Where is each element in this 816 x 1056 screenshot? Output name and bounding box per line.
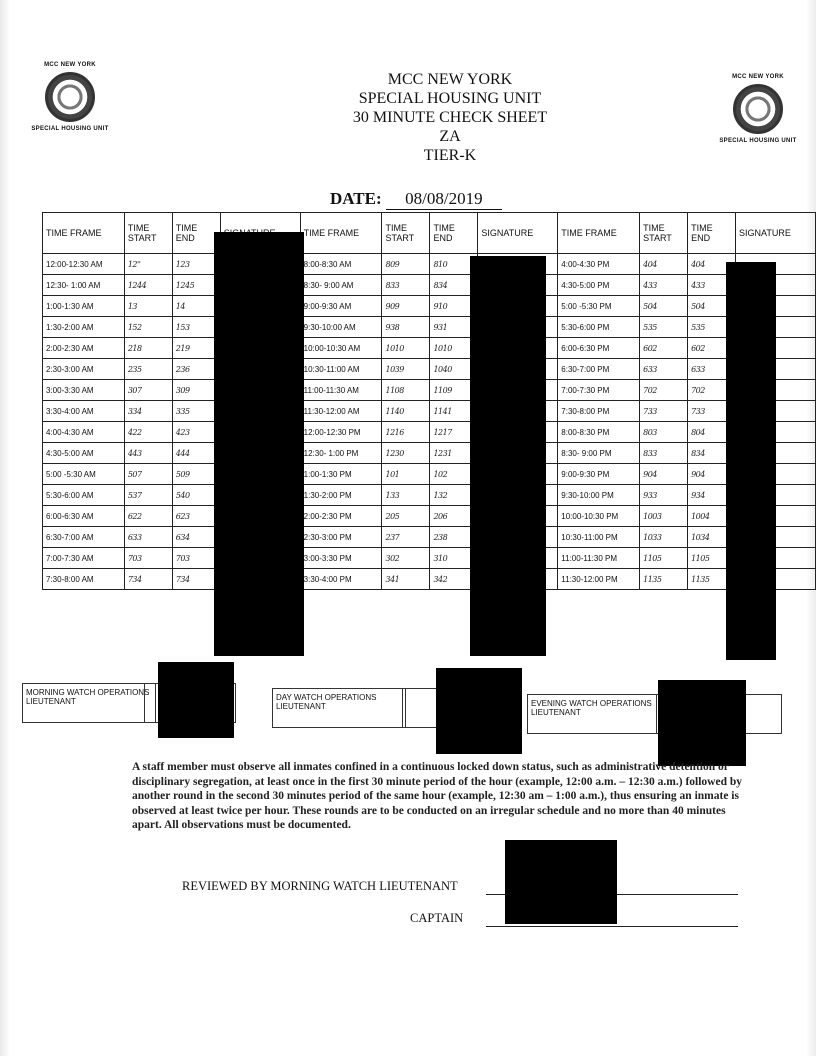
- morning-watch-label: MORNING WATCH OPERATIONS LIEUTENANT: [22, 683, 156, 723]
- redaction-block: [505, 840, 617, 924]
- time-start-cell: 938: [382, 317, 430, 338]
- table-row: [43, 338, 816, 359]
- time-frame-cell: 12:00-12:30 AM: [43, 254, 125, 275]
- time-end-cell: 602: [688, 338, 736, 359]
- time-end-cell: 931: [430, 317, 478, 338]
- time-start-cell: 733: [640, 401, 688, 422]
- time-end-cell: 1135: [688, 569, 736, 590]
- captain-signature-line: [486, 926, 738, 927]
- time-end-cell: 335: [172, 401, 220, 422]
- time-end-cell: 834: [688, 443, 736, 464]
- redaction-block: [726, 262, 776, 660]
- time-frame-cell: 9:30-10:00 PM: [558, 485, 640, 506]
- col-time-start: TIME START: [124, 213, 172, 254]
- time-start-cell: 1135: [640, 569, 688, 590]
- time-frame-cell: 10:00-10:30 PM: [558, 506, 640, 527]
- time-frame-cell: 12:30- 1:00 PM: [300, 443, 382, 464]
- time-end-cell: 804: [688, 422, 736, 443]
- time-end-cell: 934: [688, 485, 736, 506]
- time-start-cell: 1033: [640, 527, 688, 548]
- time-start-cell: 1140: [382, 401, 430, 422]
- col-time-end: TIME END: [430, 213, 478, 254]
- time-start-cell: 12'': [124, 254, 172, 275]
- table-row: [43, 317, 816, 338]
- col-time-end: TIME END: [172, 213, 220, 254]
- time-frame-cell: 7:00-7:30 PM: [558, 380, 640, 401]
- redaction-block: [214, 232, 304, 656]
- col-time-frame: TIME FRAME: [300, 213, 382, 254]
- time-end-cell: 734: [172, 569, 220, 590]
- time-frame-cell: 10:00-10:30 AM: [300, 338, 382, 359]
- time-frame-cell: 11:30-12:00 AM: [300, 401, 382, 422]
- time-frame-cell: 4:30-5:00 PM: [558, 275, 640, 296]
- time-frame-cell: 1:30-2:00 PM: [300, 485, 382, 506]
- time-end-cell: 1040: [430, 359, 478, 380]
- time-start-cell: 1010: [382, 338, 430, 359]
- time-end-cell: 309: [172, 380, 220, 401]
- time-frame-cell: 6:30-7:00 AM: [43, 527, 125, 548]
- time-start-cell: 803: [640, 422, 688, 443]
- time-frame-cell: 3:00-3:30 PM: [300, 548, 382, 569]
- time-frame-cell: 3:30-4:00 AM: [43, 401, 125, 422]
- time-frame-cell: 1:30-2:00 AM: [43, 317, 125, 338]
- time-end-cell: 123: [172, 254, 220, 275]
- time-start-cell: 218: [124, 338, 172, 359]
- time-frame-cell: 7:00-7:30 AM: [43, 548, 125, 569]
- time-end-cell: 1109: [430, 380, 478, 401]
- time-frame-cell: 8:30- 9:00 PM: [558, 443, 640, 464]
- time-end-cell: 633: [688, 359, 736, 380]
- logo-left-bottom-text: SPECIAL HOUSING UNIT: [31, 126, 109, 132]
- time-end-cell: 1105: [688, 548, 736, 569]
- time-end-cell: 310: [430, 548, 478, 569]
- table-row: [43, 506, 816, 527]
- time-start-cell: 205: [382, 506, 430, 527]
- time-start-cell: 734: [124, 569, 172, 590]
- time-end-cell: 219: [172, 338, 220, 359]
- logo-left: [25, 62, 115, 132]
- time-end-cell: 238: [430, 527, 478, 548]
- logo-right-bottom-text: SPECIAL HOUSING UNIT: [719, 138, 797, 144]
- time-end-cell: 733: [688, 401, 736, 422]
- time-end-cell: 810: [430, 254, 478, 275]
- col-time-start: TIME START: [382, 213, 430, 254]
- redaction-block: [470, 256, 546, 656]
- time-start-cell: 622: [124, 506, 172, 527]
- time-end-cell: 703: [172, 548, 220, 569]
- time-frame-cell: 9:30-10:00 AM: [300, 317, 382, 338]
- time-end-cell: 535: [688, 317, 736, 338]
- time-start-cell: 334: [124, 401, 172, 422]
- header-line4: ZA: [439, 128, 461, 145]
- table-row: [43, 443, 816, 464]
- time-end-cell: 540: [172, 485, 220, 506]
- time-end-cell: 623: [172, 506, 220, 527]
- time-start-cell: 1244: [124, 275, 172, 296]
- table-row: [43, 548, 816, 569]
- col-time-start: TIME START: [640, 213, 688, 254]
- time-end-cell: 634: [172, 527, 220, 548]
- table-row: [43, 401, 816, 422]
- time-end-cell: 1231: [430, 443, 478, 464]
- time-frame-cell: 11:00-11:30 AM: [300, 380, 382, 401]
- header-line3: 30 MINUTE CHECK SHEET: [352, 109, 548, 126]
- time-end-cell: 404: [688, 254, 736, 275]
- time-frame-cell: 2:30-3:00 PM: [300, 527, 382, 548]
- time-start-cell: 1003: [640, 506, 688, 527]
- time-frame-cell: 3:30-4:00 PM: [300, 569, 382, 590]
- time-frame-cell: 9:00-9:30 AM: [300, 296, 382, 317]
- table-row: [43, 527, 816, 548]
- time-end-cell: 132: [430, 485, 478, 506]
- logo-left-top-text: MCC NEW YORK: [44, 62, 96, 68]
- time-end-cell: 14: [172, 296, 220, 317]
- time-end-cell: 1141: [430, 401, 478, 422]
- time-start-cell: 833: [382, 275, 430, 296]
- time-frame-cell: 6:00-6:30 AM: [43, 506, 125, 527]
- time-end-cell: 509: [172, 464, 220, 485]
- time-frame-cell: 2:00-2:30 PM: [300, 506, 382, 527]
- table-row: [43, 296, 816, 317]
- header-line2: SPECIAL HOUSING UNIT: [358, 90, 542, 107]
- col-signature: SIGNATURE: [736, 213, 816, 254]
- time-frame-cell: 7:30-8:00 PM: [558, 401, 640, 422]
- seal-icon: [45, 72, 95, 122]
- time-frame-cell: 6:30-7:00 PM: [558, 359, 640, 380]
- redaction-block: [658, 680, 746, 766]
- date-field: [330, 189, 502, 210]
- time-frame-cell: 5:00 -5:30 PM: [558, 296, 640, 317]
- time-frame-cell: 4:00-4:30 AM: [43, 422, 125, 443]
- time-start-cell: 307: [124, 380, 172, 401]
- time-end-cell: 504: [688, 296, 736, 317]
- time-start-cell: 909: [382, 296, 430, 317]
- time-frame-cell: 6:00-6:30 PM: [558, 338, 640, 359]
- table-row: [43, 464, 816, 485]
- time-frame-cell: 2:00-2:30 AM: [43, 338, 125, 359]
- col-signature: SIGNATURE: [478, 213, 558, 254]
- table-row: [43, 485, 816, 506]
- time-start-cell: 504: [640, 296, 688, 317]
- time-end-cell: 1034: [688, 527, 736, 548]
- time-start-cell: 101: [382, 464, 430, 485]
- col-time-frame: TIME FRAME: [558, 213, 640, 254]
- time-start-cell: 633: [640, 359, 688, 380]
- time-end-cell: 910: [430, 296, 478, 317]
- time-start-cell: 1230: [382, 443, 430, 464]
- logo-right: [713, 74, 803, 144]
- time-frame-cell: 7:30-8:00 AM: [43, 569, 125, 590]
- reviewed-label: REVIEWED BY MORNING WATCH LIEUTENANT: [182, 879, 458, 893]
- time-frame-cell: 4:00-4:30 PM: [558, 254, 640, 275]
- time-start-cell: 133: [382, 485, 430, 506]
- time-end-cell: 1010: [430, 338, 478, 359]
- table-row: [43, 380, 816, 401]
- day-watch-label: DAY WATCH OPERATIONS LIEUTENANT: [272, 688, 406, 728]
- time-frame-cell: 9:00-9:30 PM: [558, 464, 640, 485]
- time-start-cell: 535: [640, 317, 688, 338]
- time-frame-cell: 11:30-12:00 PM: [558, 569, 640, 590]
- time-frame-cell: 5:30-6:00 AM: [43, 485, 125, 506]
- time-start-cell: 1108: [382, 380, 430, 401]
- captain-label: CAPTAIN: [410, 911, 464, 925]
- header-line5: TIER-K: [423, 147, 477, 164]
- redaction-block: [436, 668, 522, 754]
- header-line1: MCC NEW YORK: [387, 71, 513, 88]
- time-start-cell: 809: [382, 254, 430, 275]
- time-start-cell: 1216: [382, 422, 430, 443]
- time-end-cell: 153: [172, 317, 220, 338]
- time-frame-cell: 12:00-12:30 PM: [300, 422, 382, 443]
- date-value: 08/08/2019: [386, 189, 502, 210]
- document-header: [300, 70, 600, 165]
- time-frame-cell: 1:00-1:30 PM: [300, 464, 382, 485]
- time-start-cell: 237: [382, 527, 430, 548]
- time-start-cell: 152: [124, 317, 172, 338]
- time-start-cell: 507: [124, 464, 172, 485]
- time-end-cell: 236: [172, 359, 220, 380]
- time-end-cell: 342: [430, 569, 478, 590]
- time-start-cell: 341: [382, 569, 430, 590]
- time-start-cell: 633: [124, 527, 172, 548]
- redaction-block: [158, 662, 234, 738]
- time-frame-cell: 10:30-11:00 PM: [558, 527, 640, 548]
- time-start-cell: 933: [640, 485, 688, 506]
- time-start-cell: 702: [640, 380, 688, 401]
- check-sheet-table: [42, 212, 816, 590]
- time-start-cell: 302: [382, 548, 430, 569]
- instructions-paragraph: A staff member must observe all inmates confined in a continuous locked down status, such as administrative detention or disciplinary segregation, at least once in the first 30 minute period of the hour (example, 12:00 a.m. – 12:30 a.m.) followed by another round in the second 30 minutes period of the same hour (example, 12:30 am – 1:00 a.m.), thus ensuring an inmate is observed at least twice per hour. These rounds are to be conducted on an irregular schedule and no more than 40 minutes apart. All observations must be documented.: [132, 761, 742, 831]
- time-frame-cell: 1:00-1:30 AM: [43, 296, 125, 317]
- time-start-cell: 703: [124, 548, 172, 569]
- time-start-cell: 537: [124, 485, 172, 506]
- time-frame-cell: 8:00-8:30 AM: [300, 254, 382, 275]
- time-frame-cell: 2:30-3:00 AM: [43, 359, 125, 380]
- time-frame-cell: 3:00-3:30 AM: [43, 380, 125, 401]
- time-end-cell: 904: [688, 464, 736, 485]
- time-end-cell: 423: [172, 422, 220, 443]
- time-frame-cell: 5:00 -5:30 AM: [43, 464, 125, 485]
- time-frame-cell: 5:30-6:00 PM: [558, 317, 640, 338]
- table-row: [43, 275, 816, 296]
- time-end-cell: 433: [688, 275, 736, 296]
- table-row: [43, 422, 816, 443]
- table-row: [43, 569, 816, 590]
- col-time-end: TIME END: [688, 213, 736, 254]
- time-start-cell: 433: [640, 275, 688, 296]
- date-label: DATE:: [330, 189, 382, 208]
- time-start-cell: 833: [640, 443, 688, 464]
- time-start-cell: 904: [640, 464, 688, 485]
- time-start-cell: 404: [640, 254, 688, 275]
- time-start-cell: 1039: [382, 359, 430, 380]
- time-start-cell: 13: [124, 296, 172, 317]
- table-header-row: [43, 213, 816, 254]
- time-frame-cell: 10:30-11:00 AM: [300, 359, 382, 380]
- time-frame-cell: 12:30- 1:00 AM: [43, 275, 125, 296]
- time-frame-cell: 8:00-8:30 PM: [558, 422, 640, 443]
- time-end-cell: 702: [688, 380, 736, 401]
- time-end-cell: 444: [172, 443, 220, 464]
- time-end-cell: 1004: [688, 506, 736, 527]
- time-start-cell: 235: [124, 359, 172, 380]
- time-start-cell: 422: [124, 422, 172, 443]
- table-row: [43, 254, 816, 275]
- col-time-frame: TIME FRAME: [43, 213, 125, 254]
- time-end-cell: 102: [430, 464, 478, 485]
- time-end-cell: 834: [430, 275, 478, 296]
- time-frame-cell: 4:30-5:00 AM: [43, 443, 125, 464]
- time-start-cell: 443: [124, 443, 172, 464]
- evening-watch-label: EVENING WATCH OPERATIONS LIEUTENANT: [527, 694, 661, 734]
- table-row: [43, 359, 816, 380]
- logo-right-top-text: MCC NEW YORK: [732, 74, 784, 80]
- time-end-cell: 1245: [172, 275, 220, 296]
- time-start-cell: 1105: [640, 548, 688, 569]
- time-start-cell: 602: [640, 338, 688, 359]
- time-end-cell: 1217: [430, 422, 478, 443]
- time-frame-cell: 8:30- 9:00 AM: [300, 275, 382, 296]
- time-end-cell: 206: [430, 506, 478, 527]
- seal-icon: [733, 84, 783, 134]
- time-frame-cell: 11:00-11:30 PM: [558, 548, 640, 569]
